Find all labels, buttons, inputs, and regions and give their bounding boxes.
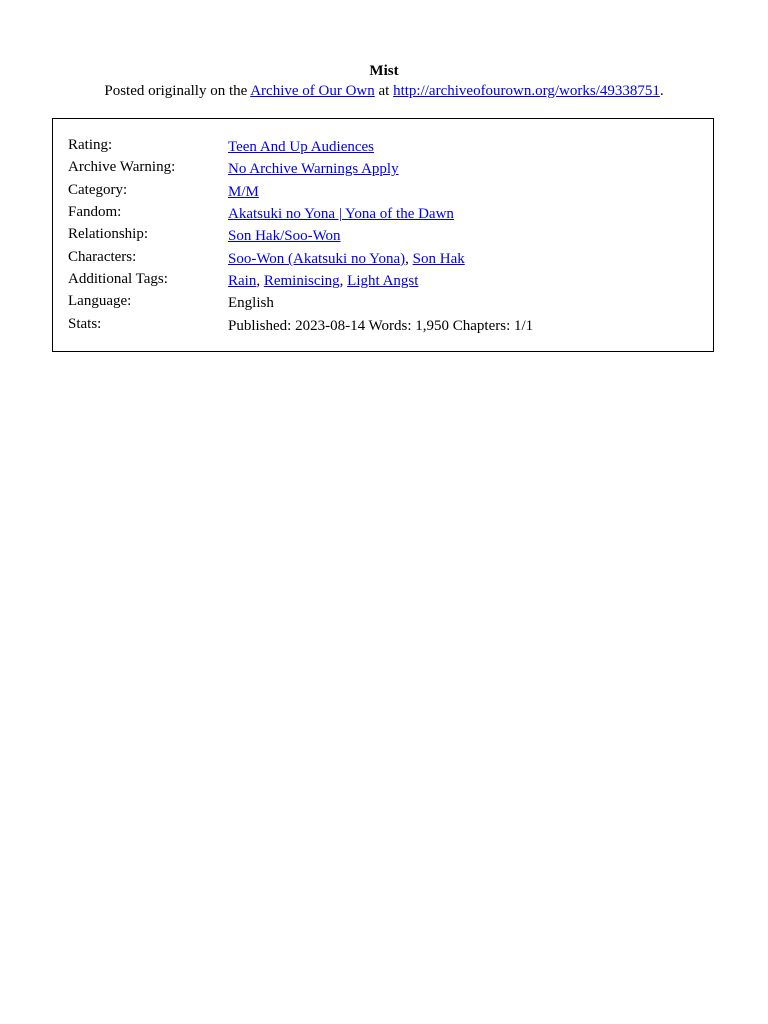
additional-tag-link[interactable]: Reminiscing <box>263 273 340 289</box>
language-label: Language: <box>68 293 132 309</box>
category-value <box>228 183 259 201</box>
tag-separator: , <box>339 273 348 289</box>
characters-value <box>228 250 465 268</box>
work-meta-box <box>52 118 714 352</box>
tag-separator: , <box>405 251 413 267</box>
relationship-value <box>228 227 341 245</box>
rating-value <box>228 138 374 156</box>
additional-tags-value <box>228 272 418 290</box>
meta-row-stats <box>68 315 708 337</box>
work-title: Mist <box>369 63 399 79</box>
posted-middle-text: at <box>374 83 394 99</box>
posted-suffix-text: . <box>659 83 664 99</box>
archive-warning-tag-link[interactable]: No Archive Warnings Apply <box>228 161 399 177</box>
fandom-tag-link[interactable]: Akatsuki no Yona | Yona of the Dawn <box>228 206 454 222</box>
fandom-label: Fandom: <box>68 204 122 220</box>
character-tag-link[interactable]: Son Hak <box>412 251 465 267</box>
meta-row-relationship <box>68 225 708 247</box>
meta-row-language <box>68 292 708 314</box>
category-label: Category: <box>68 182 128 198</box>
additional-tag-link[interactable]: Rain <box>228 273 257 289</box>
archive-warning-label: Archive Warning: <box>68 159 176 175</box>
fandom-value <box>228 205 454 223</box>
archive-of-our-own-link[interactable]: Archive of Our Own <box>250 83 375 99</box>
additional-tag-link[interactable]: Light Angst <box>347 273 419 289</box>
additional-tags-label: Additional Tags: <box>68 271 168 287</box>
work-url-link[interactable]: http://archiveofourown.org/works/49338751 <box>393 83 660 99</box>
meta-row-rating <box>68 136 708 158</box>
meta-row-fandom <box>68 203 708 225</box>
meta-row-characters <box>68 248 708 270</box>
character-tag-link[interactable]: Soo-Won (Akatsuki no Yona) <box>228 251 406 267</box>
stats-label: Stats: <box>68 316 102 332</box>
language-value: English <box>228 295 274 311</box>
meta-row-additional-tags <box>68 270 708 292</box>
posted-prefix-text: Posted originally on the <box>104 83 251 99</box>
meta-row-archive-warning <box>68 158 708 180</box>
rating-label: Rating: <box>68 137 113 153</box>
category-tag-link[interactable]: M/M <box>228 184 259 200</box>
meta-row-category <box>68 181 708 203</box>
tag-separator: , <box>256 273 264 289</box>
characters-label: Characters: <box>68 249 137 265</box>
stats-value: Published: 2023-08-14 Words: 1,950 Chapters: 1/1 <box>228 318 534 334</box>
posted-originally-line <box>0 82 768 100</box>
archive-warning-value <box>228 160 399 178</box>
rating-tag-link[interactable]: Teen And Up Audiences <box>228 139 375 155</box>
relationship-tag-link[interactable]: Son Hak/Soo-Won <box>228 228 341 244</box>
relationship-label: Relationship: <box>68 226 148 242</box>
